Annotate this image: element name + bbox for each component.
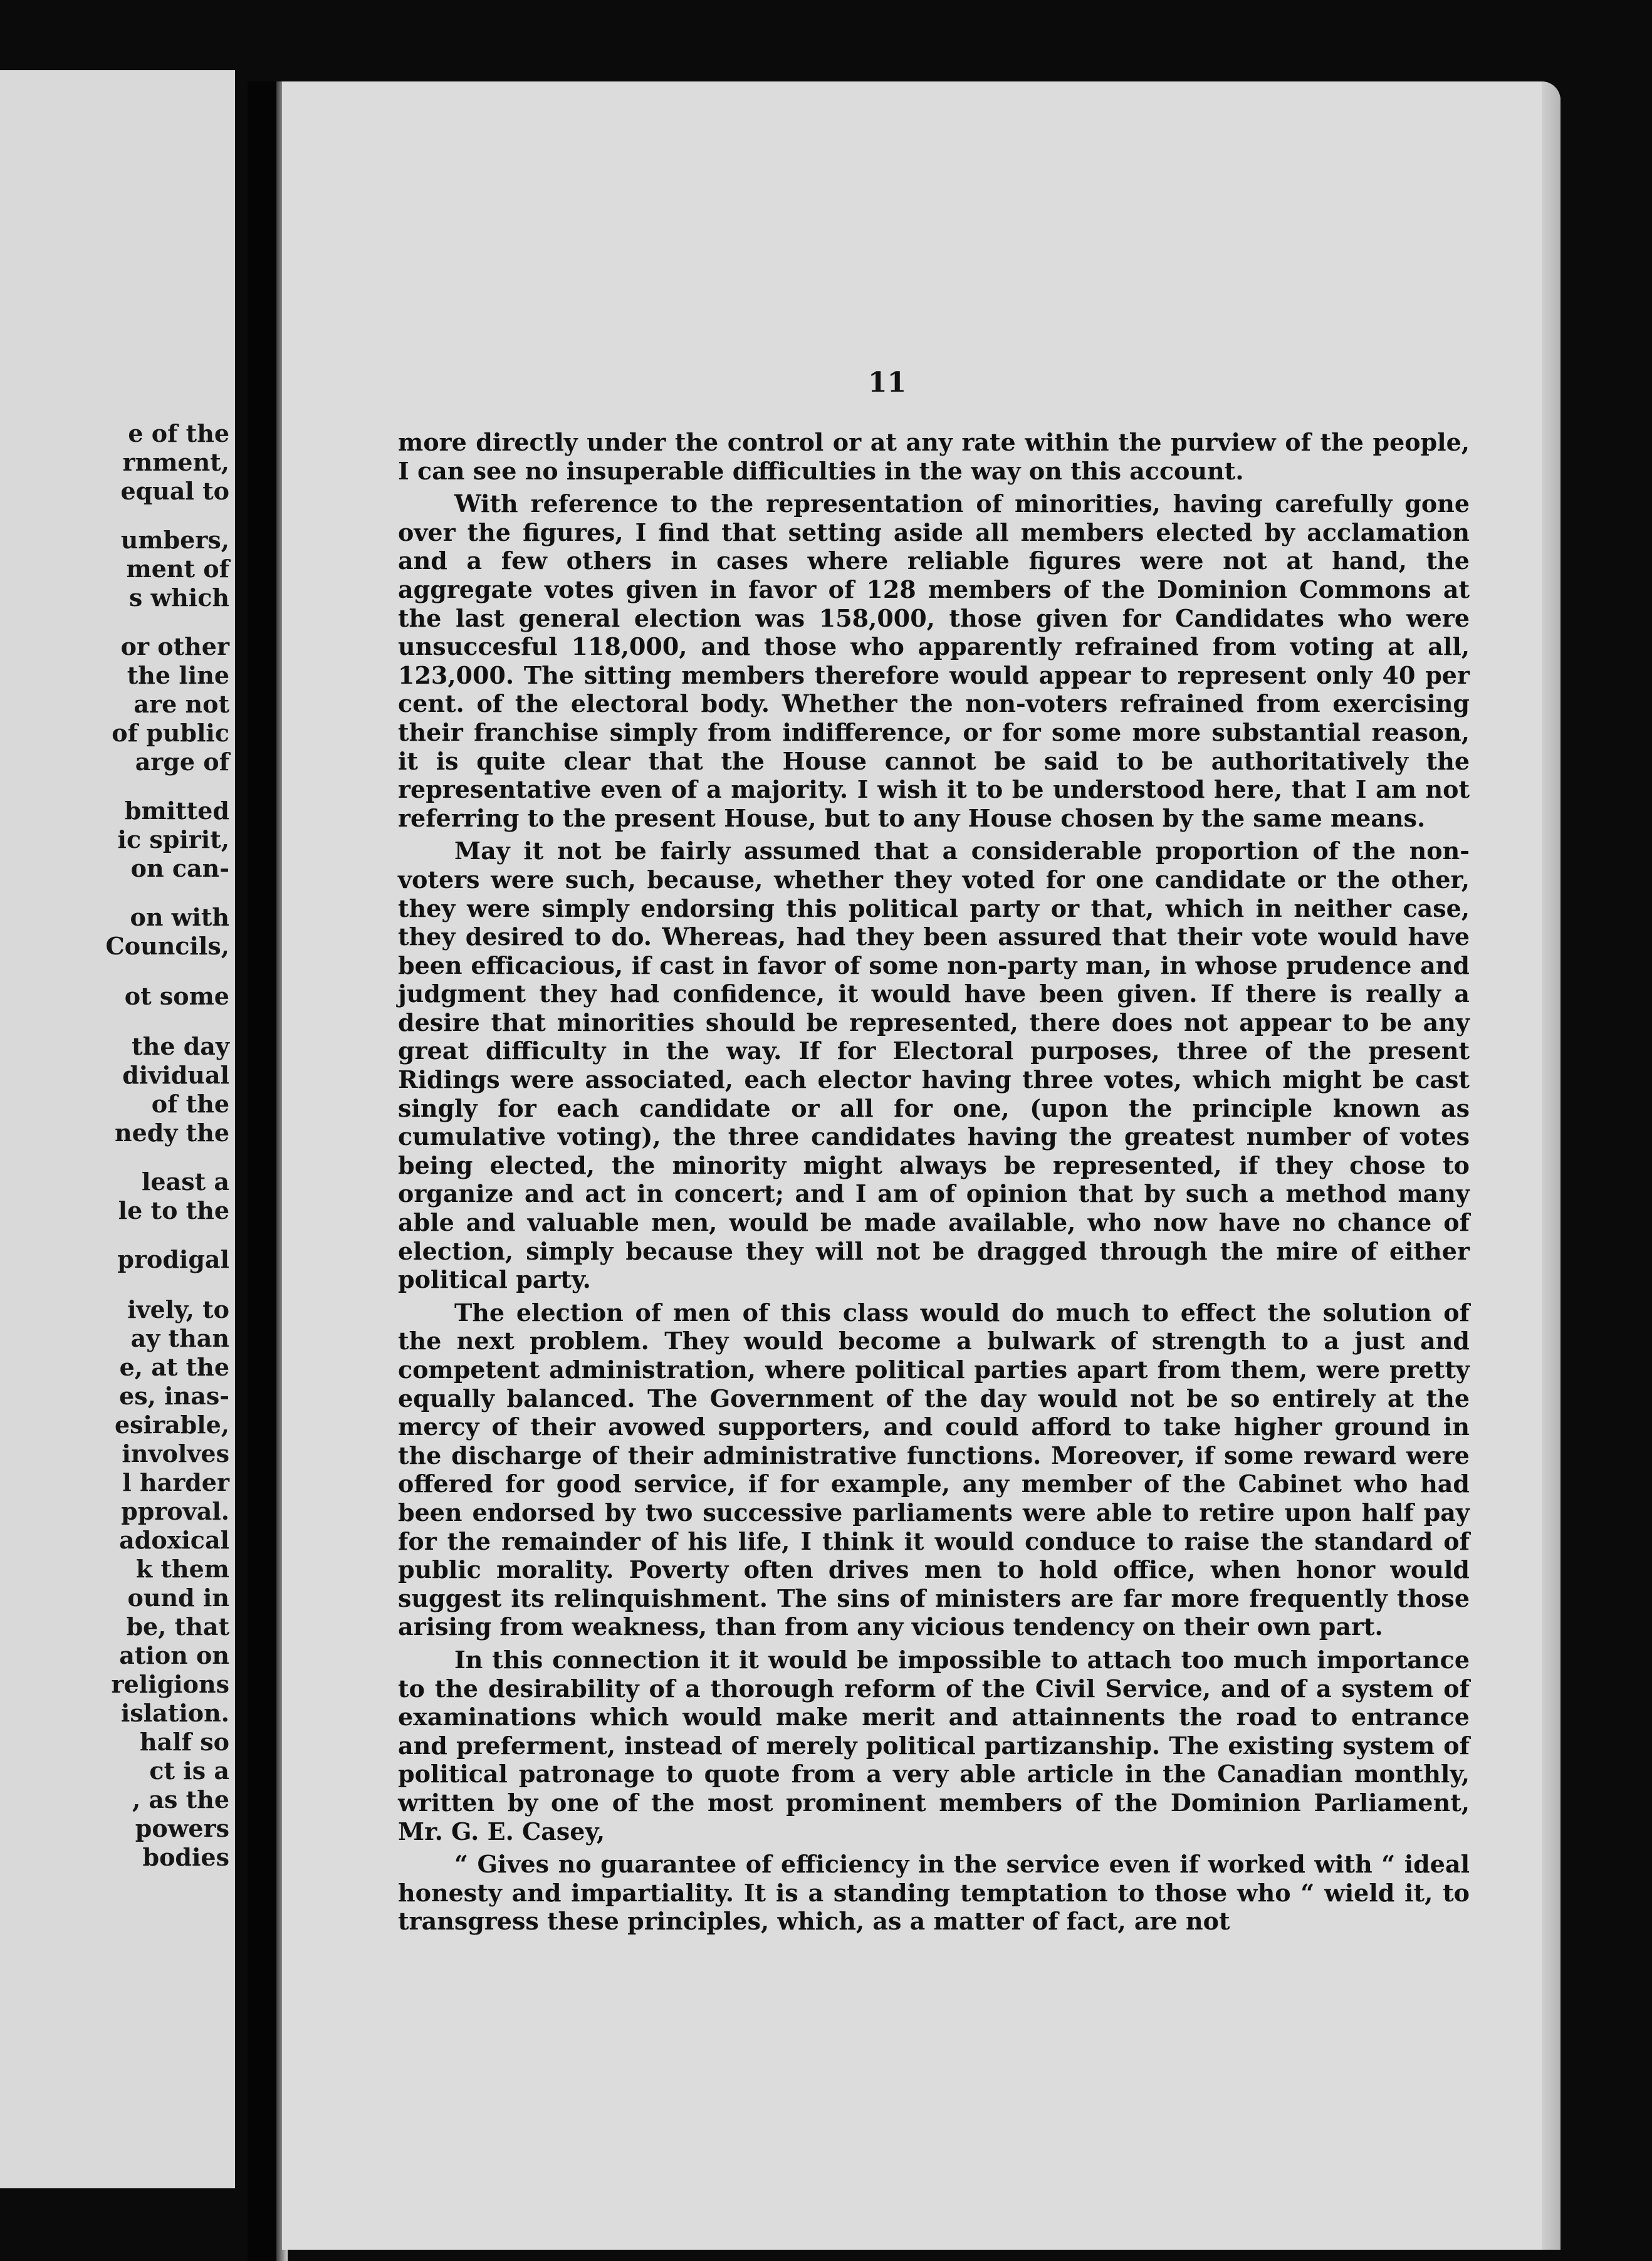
left-fragment: pproval.: [121, 1497, 229, 1525]
paragraph: The election of men of this class would do much to effect the solution of the next problem. They would become a bulwark of strength to a just and competent administration, where political parties apart from them, were pretty equally balanced. The Government of the day would not be so entirely at the mercy of their avowed supporters, and could afford to take higher ground in the discharge of their administrative functions. Moreover, if some reward were offered for good service, if for example, any member of the Cabinet who had been endorsed by two successive parliaments were able to retire upon half pay for the remainder of his life, I think it would conduce to raise the standard of public morality. Poverty often drives men to hold office, when honor would suggest its relinquishment. The sins of ministers are far more frequently those arising from weakness, than from any vicious tendency on their own part.: [398, 1298, 1470, 1641]
left-fragment: , as the: [132, 1785, 229, 1814]
left-fragment: the line: [127, 661, 229, 689]
left-fragment: of public: [112, 719, 229, 747]
left-fragment: esirable,: [114, 1411, 229, 1439]
paragraph: May it not be fairly assumed that a considerable proportion of the non-voters were such, because, whether they voted for one candidate or the other, they were simply endorsing this political party or that, which in neither case, they desired to do. Whereas, had they been assured that their vote would have been efficacious, if cast in favor of some non-party man, in whose prudence and judgment they had confidence, it would have been given. If there is really a desire that minorities should be represented, there does not appear to be any great difficulty in the way. If for Electoral purposes, three of the present Ridings were associated, each elector having three votes, which might be cast singly for each candidate or all for one, (upon the principle known as cumulative voting), the three candidates having the greatest number of votes being elected, the minority might always be represented, if they chose to organize and act in concert; and I am of opinion that by such a method many able and valuable men, would be made available, who now have no chance of election, simply because they will not be dragged through the mire of either political party.: [398, 837, 1470, 1294]
book-gutter: [248, 81, 276, 2261]
left-fragment: religions: [111, 1670, 229, 1698]
page-body: [398, 428, 1470, 1940]
right-page: [282, 81, 1561, 2250]
left-fragment: s which: [128, 583, 229, 612]
left-fragment: be, that: [126, 1612, 229, 1641]
left-fragment: ation on: [119, 1641, 229, 1669]
quotation: “ Gives no guarantee of efficiency in the service even if worked with “ ideal honesty and impartiality. It is a standing temptation to those who “ wield it, to transgress these principles, which, as a matter of fact, are not: [398, 1850, 1470, 1936]
paragraph: more directly under the control or at any rate within the purview of the people, I can see no insuperable difficulties in the way on this account.: [398, 428, 1470, 485]
page-number: 11: [868, 367, 907, 399]
left-fragment: l harder: [122, 1468, 229, 1496]
left-fragment: bmitted: [124, 796, 229, 825]
left-fragment: involves: [122, 1439, 229, 1468]
left-fragment: umbers,: [120, 526, 229, 554]
paragraph: In this connection it it would be impossible to attach too much importance to the desirability of a thorough reform of the Civil Service, and of a system of examinations which would make merit and attainnents the road to entrance and preferment, instead of merely political partizanship. The existing system of political patronage to quote from a very able article in the Canadian monthly, written by one of the most prominent members of the Dominion Parliament, Mr. G. E. Casey,: [398, 1645, 1470, 1846]
left-fragment: ic spirit,: [117, 825, 229, 854]
left-facing-page: [0, 70, 235, 2188]
left-fragment: islation.: [120, 1699, 229, 1727]
left-fragment: bodies: [142, 1843, 229, 1871]
left-fragment: ay than: [130, 1324, 229, 1352]
left-fragment: half so: [139, 1728, 229, 1756]
left-fragment: e, at the: [119, 1353, 229, 1381]
left-fragment: equal to: [120, 477, 229, 505]
left-fragment: k them: [135, 1555, 229, 1583]
left-fragment: ively, to: [127, 1295, 229, 1324]
left-fragment: adoxical: [119, 1526, 229, 1554]
left-fragment: prodigal: [117, 1245, 229, 1273]
left-fragment: ound in: [127, 1584, 229, 1612]
left-fragment: are not: [133, 690, 229, 718]
left-fragment: or other: [120, 632, 229, 661]
left-fragment: dividual: [122, 1061, 229, 1089]
left-fragment: powers: [135, 1814, 229, 1842]
left-fragment: ct is a: [149, 1757, 229, 1785]
left-fragment: the day: [132, 1032, 229, 1060]
left-fragment: on with: [130, 903, 229, 931]
left-fragment: on can-: [130, 854, 229, 882]
left-fragment: of the: [151, 1090, 229, 1118]
left-fragment: ot some: [124, 982, 229, 1010]
left-fragment: Councils,: [105, 932, 229, 960]
left-fragment: least a: [141, 1167, 229, 1196]
left-fragment: es, inas-: [119, 1382, 229, 1410]
left-fragment: le to the: [118, 1196, 229, 1224]
left-fragment: rnment,: [122, 448, 229, 476]
left-fragment: arge of: [135, 748, 229, 776]
paragraph: With reference to the representation of minorities, having carefully gone over the figures, I find that setting aside all members elected by acclamation and a few others in cases where reliable figures were not at hand, the aggregate votes given in favor of 128 members of the Dominion Commons at the last general election was 158,000, those given for Candidates who were unsuccesful 118,000, and those who apparently refrained from voting at all, 123,000. The sitting members therefore would appear to represent only 40 per cent. of the electoral body. Whether the non-voters refrained from exercising their franchise simply from indifference, or for some more substantial reason, it is quite clear that the House cannot be said to be authoritatively the representative even of a majority. I wish it to be understood here, that I am not referring to the present House, but to any House chosen by the same means.: [398, 489, 1470, 832]
left-fragment: nedy the: [114, 1119, 229, 1147]
left-fragment: e of the: [128, 419, 229, 447]
left-fragment: ment of: [126, 555, 229, 583]
